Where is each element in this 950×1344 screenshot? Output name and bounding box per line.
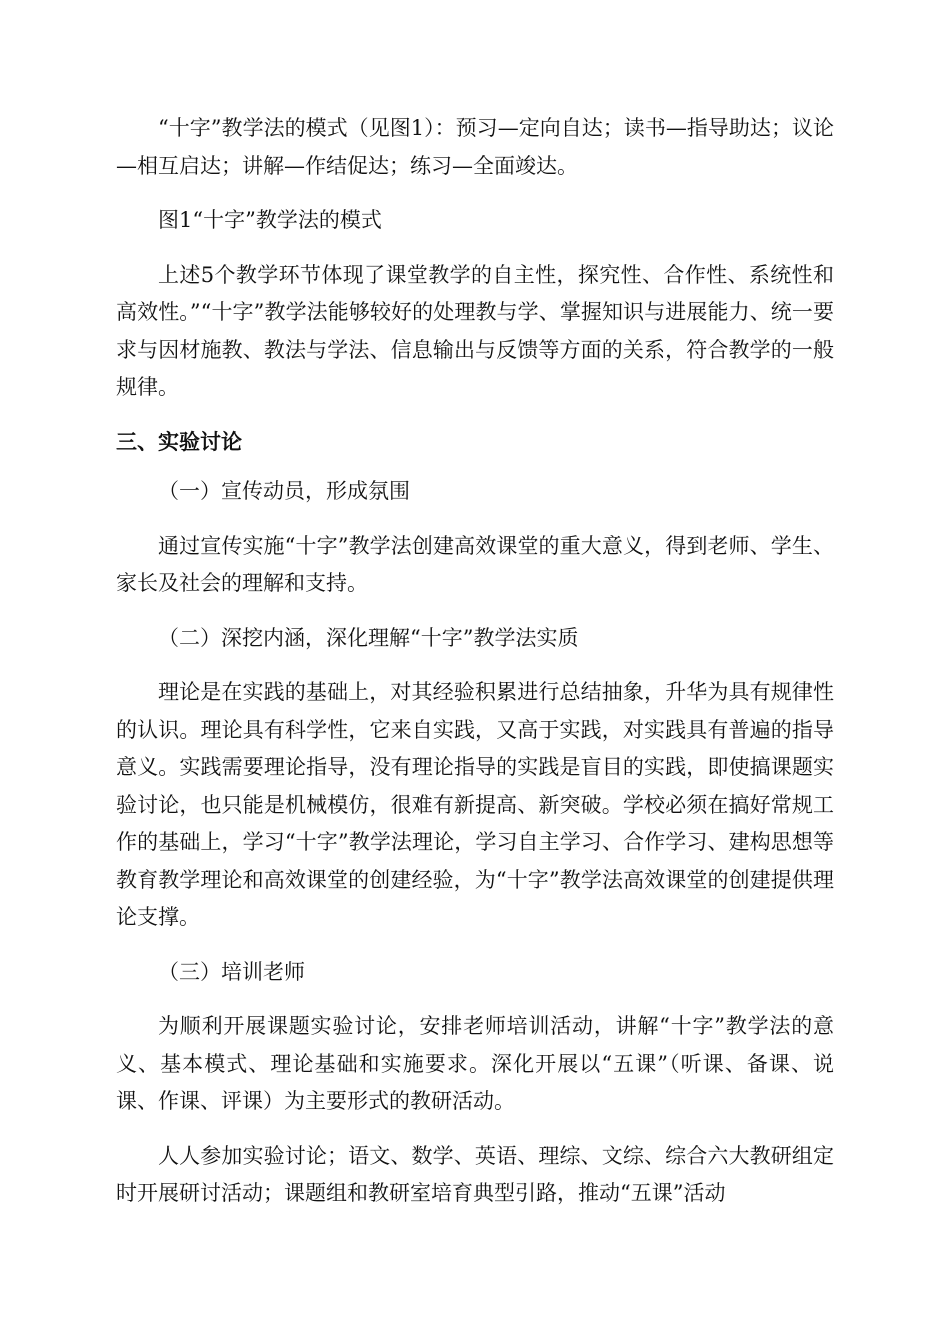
paragraph-participation: 人人参加实验讨论；语文、数学、英语、理综、文综、综合六大教研组定时开展研讨活动；课题组和教研室培育典型引路，推动“五课”活动: [116, 1143, 834, 1205]
paragraph-publicity: 通过宣传实施“十字”教学法创建高效课堂的重大意义，得到老师、学生、家长及社会的理解和支持。: [116, 533, 834, 595]
paragraph-teaching-model: “十字”教学法的模式（见图1）：预习—定向自达；读书—指导助达；议论—相互启达；讲解—作结促达；练习—全面竣达。: [116, 116, 834, 178]
paragraph-theory: 理论是在实践的基础上，对其经验积累进行总结抽象，升华为具有规律性的认识。理论具有科学性，它来自实践，又高于实践，对实践具有普遍的指导意义。实践需要理论指导，没有理论指导的实践是盲目的实践，即使搞课题实验讨论，也只能是机械模仿，很难有新提高、新突破。学校必须在搞好常规工作的基础上，学习“十字”教学法理论，学习自主学习、合作学习、建构思想等教育教学理论和高效课堂的创建经验，为“十字”教学法高效课堂的创建提供理论支撑。: [116, 680, 834, 929]
subheading-teacher-training: （三）培训老师: [158, 959, 305, 984]
subheading-publicity: （一）宣传动员，形成氛围: [158, 479, 410, 503]
paragraph-training: 为顺利开展课题实验讨论，安排老师培训活动，讲解“十字”教学法的意义、基本模式、理论基础和实施要求。深化开展以“五课”（听课、备课、说课、作课、评课）为主要形式的教研活动。: [116, 1014, 834, 1113]
document-page: [116, 110, 834, 1230]
subheading-deepen-understanding: （二）深挖内涵，深化理解“十字”教学法实质: [158, 625, 579, 650]
figure-caption: 图1“十字”教学法的模式: [158, 208, 382, 232]
paragraph-teaching-links: 上述5个教学环节体现了课堂教学的自主性，探究性、合作性、系统性和高效性。”“十字”教学法能够较好的处理教与学、掌握知识与进展能力、统一要求与因材施教、教法与学法、信息输出与反馈等方面的关系，符合教学的一般规律。: [116, 262, 834, 399]
section-heading-experiment-discussion: 三、实验讨论: [116, 429, 242, 454]
